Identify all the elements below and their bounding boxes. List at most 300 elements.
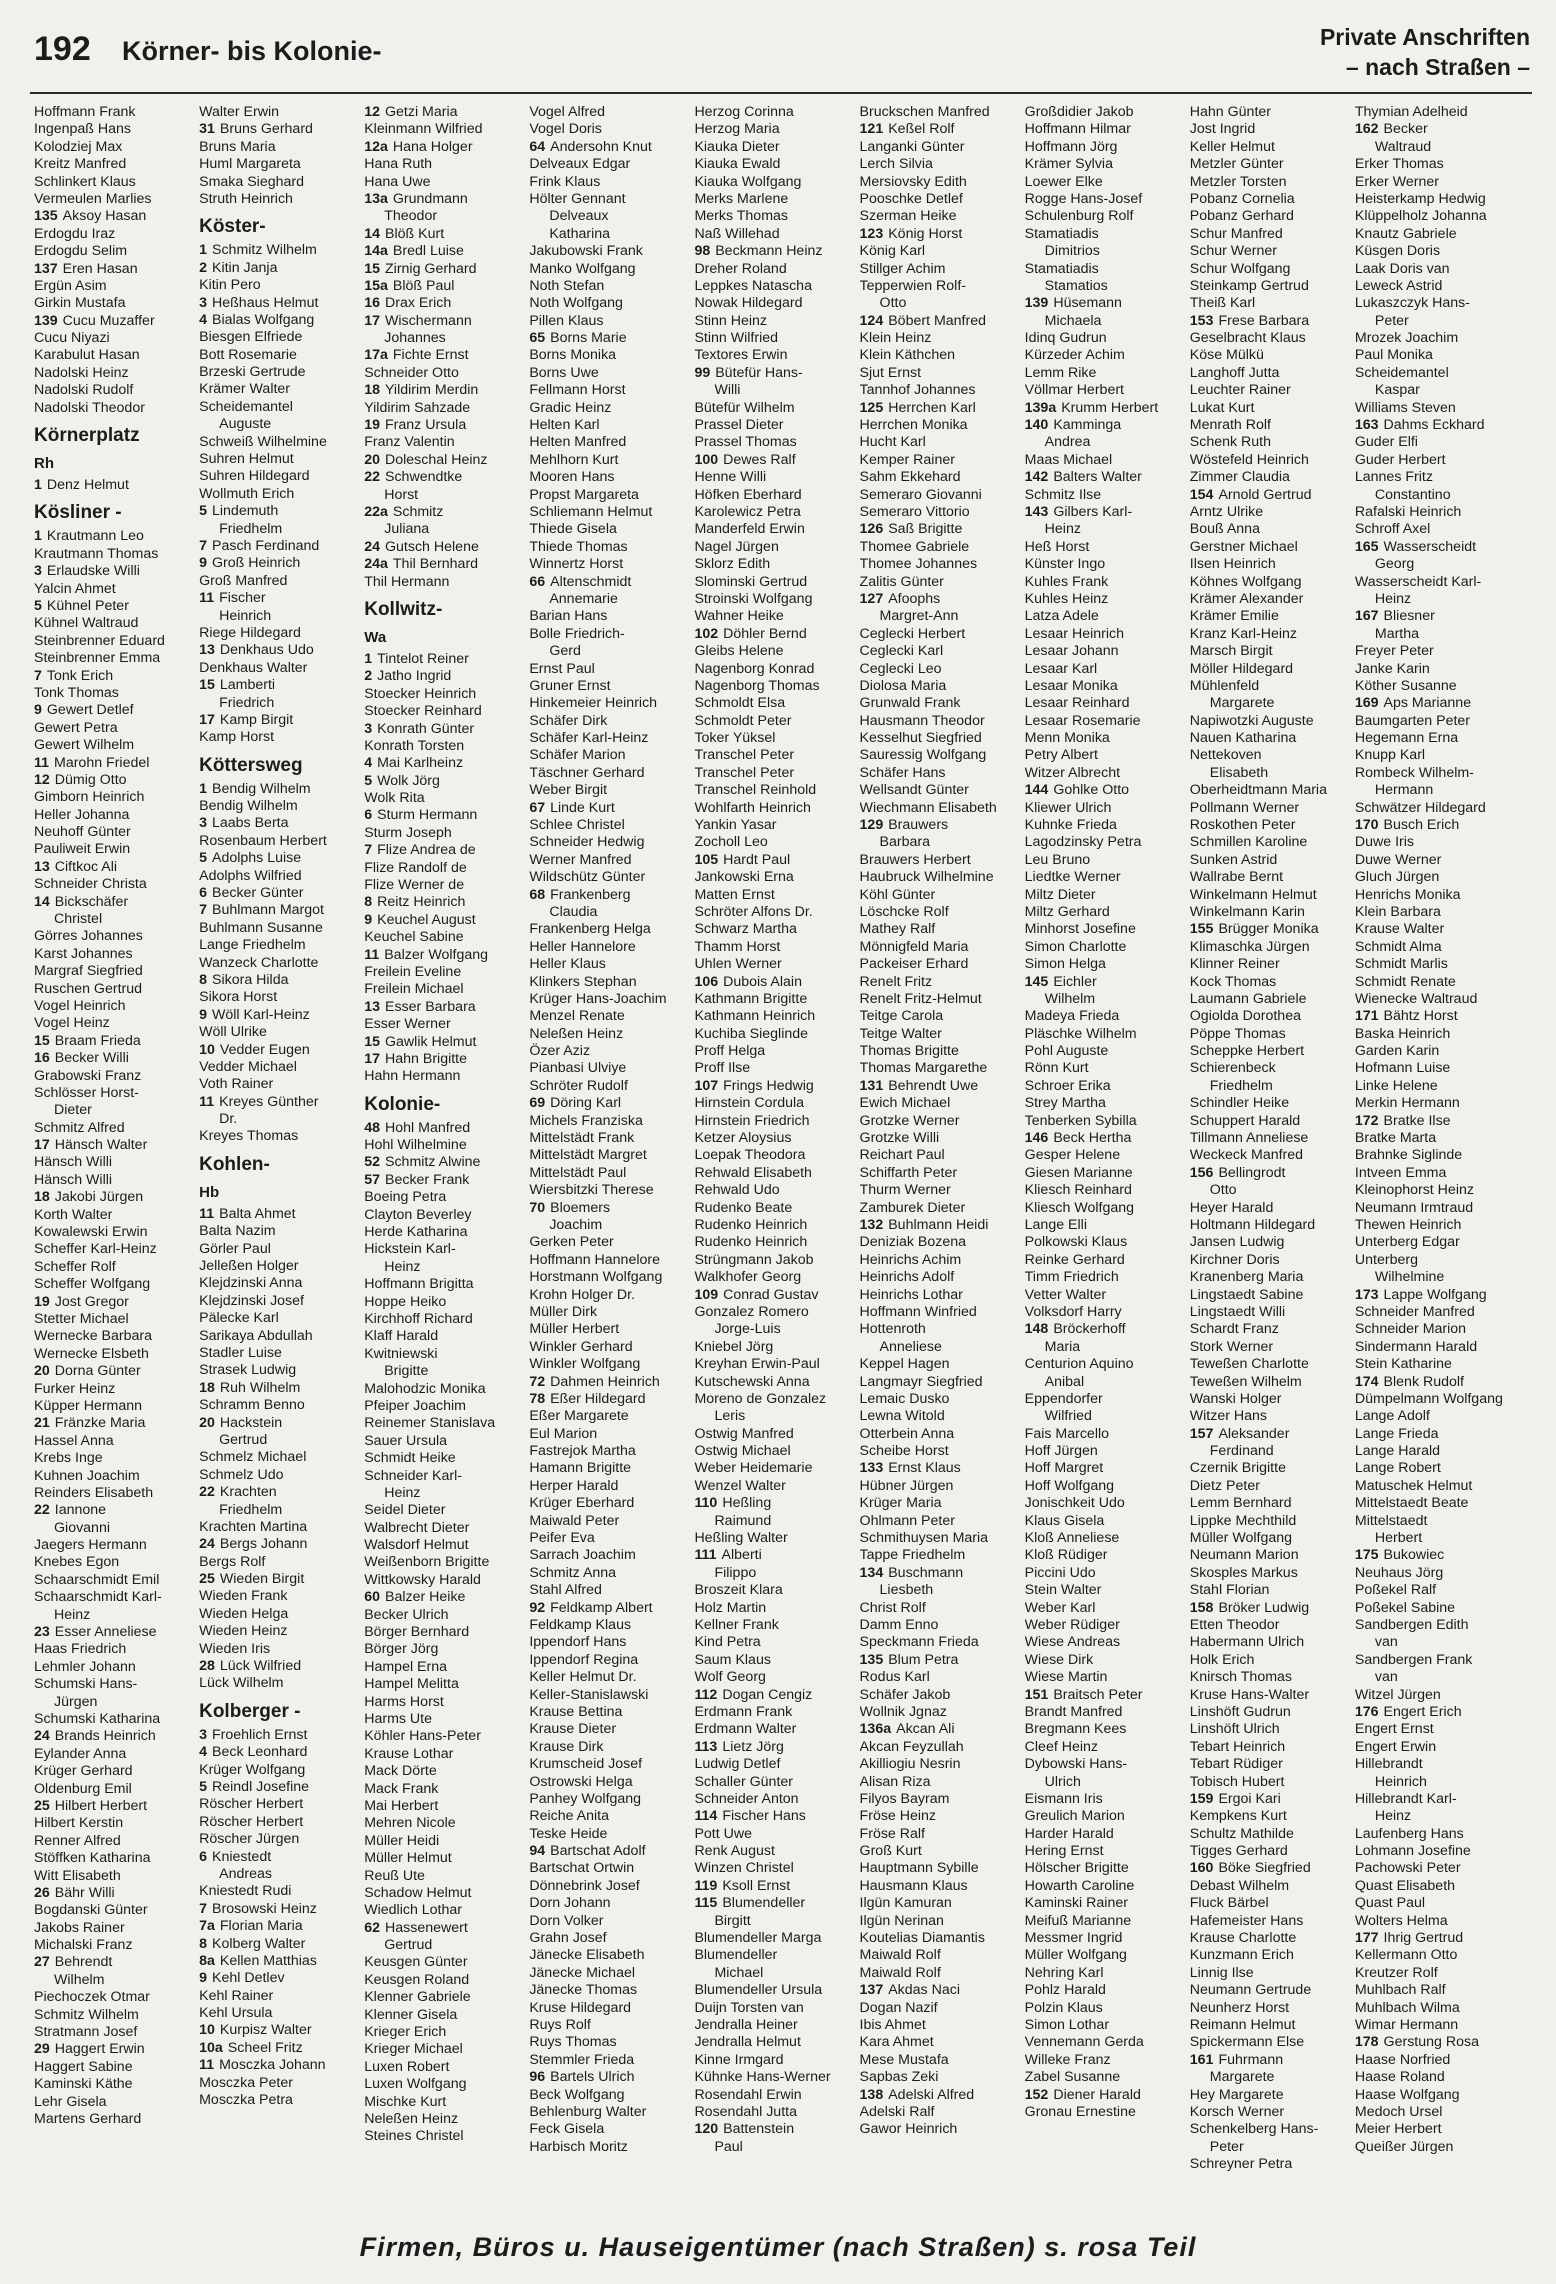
- resident-entry: [694, 904, 845, 921]
- house-number: 5: [199, 850, 207, 867]
- resident-name: Scheffer Karl-Heinz: [34, 1241, 157, 1258]
- resident-name: Mai Karlheinz: [377, 755, 464, 772]
- resident-entry: [364, 574, 515, 591]
- resident-entry: [529, 1600, 680, 1617]
- resident-entry: [860, 104, 1011, 121]
- resident-entry: [1190, 400, 1341, 417]
- resident-entry: [34, 1920, 185, 1937]
- resident-name: Vermeulen Marlies: [34, 190, 152, 207]
- resident-name: Wolk Jörg: [377, 772, 440, 789]
- resident-entry: [1025, 1252, 1176, 1269]
- resident-entry: [529, 921, 680, 938]
- resident-entry: [199, 2040, 350, 2057]
- resident-entry: [34, 1868, 185, 1885]
- resident-entry: [1355, 1339, 1506, 1356]
- resident-name: Jendralla Helmut: [694, 2034, 801, 2051]
- resident-name: Pooschke Detlef: [859, 190, 963, 207]
- resident-entry: [694, 434, 845, 451]
- resident-entry: [694, 1495, 845, 1512]
- resident-name: Klaus Gisela: [1024, 1512, 1105, 1529]
- house-number: 163: [1354, 417, 1379, 434]
- resident-entry: [1025, 2087, 1176, 2104]
- resident-name: Sarrach Joachim: [529, 1547, 636, 1564]
- resident-name: Greulich Marion: [1024, 1808, 1125, 1825]
- resident-entry: [1190, 347, 1341, 364]
- resident-name: Dahmen Heinrich: [550, 1373, 660, 1390]
- resident-entry: [364, 2128, 515, 2145]
- house-number: 167: [1354, 608, 1379, 625]
- house-number: 15: [364, 1033, 380, 1050]
- resident-name: van: [1374, 1634, 1398, 1651]
- resident-entry: [1190, 1460, 1341, 1477]
- resident-name: Reindl Josefine: [212, 1778, 310, 1795]
- resident-name-continuation: [364, 208, 515, 225]
- resident-name: Suhren Hildegard: [199, 468, 310, 485]
- resident-entry: [1190, 661, 1341, 678]
- house-number: 20: [34, 1363, 50, 1380]
- resident-name: Mooren Hans: [529, 469, 615, 486]
- resident-entry: [1190, 243, 1341, 260]
- resident-name: Schadow Helmut: [364, 1884, 472, 1901]
- resident-name: Kuhnke Frieda: [1024, 817, 1117, 834]
- resident-name: Helten Karl: [529, 417, 600, 434]
- resident-entry: [1190, 800, 1341, 817]
- resident-entry: [529, 1443, 680, 1460]
- resident-name: Dieter: [54, 1102, 92, 1119]
- resident-entry: [529, 695, 680, 712]
- resident-entry: [529, 1634, 680, 1651]
- resident-name: Heinz: [1374, 1808, 1412, 1825]
- resident-entry: [1025, 295, 1176, 312]
- resident-entry: [34, 1415, 185, 1432]
- resident-entry: [529, 800, 680, 817]
- resident-name: Wöstefeld Heinrich: [1189, 451, 1309, 468]
- resident-entry: [199, 104, 350, 121]
- resident-name: Mrozek Joachim: [1354, 330, 1459, 347]
- resident-entry: [860, 1408, 1011, 1425]
- resident-entry: [1025, 1008, 1176, 1025]
- resident-entry: [34, 1189, 185, 1206]
- resident-name: Willeke Franz: [1024, 2051, 1111, 2068]
- resident-name: Gewert Petra: [34, 719, 118, 736]
- resident-name: Toker Yüksel: [694, 730, 776, 747]
- resident-entry: [694, 713, 845, 730]
- resident-entry: [364, 191, 515, 208]
- resident-entry: [1025, 956, 1176, 973]
- resident-name: Andreas: [219, 1865, 272, 1882]
- resident-entry: [34, 295, 185, 312]
- resident-name: Brügger Monika: [1218, 921, 1319, 938]
- resident-name: Hottenroth: [859, 1321, 926, 1338]
- resident-entry: [694, 782, 845, 799]
- resident-name: Gronau Ernestine: [1024, 2103, 1136, 2120]
- resident-entry: [34, 191, 185, 208]
- resident-name: Blumendeller Marga: [694, 1930, 822, 1947]
- resident-entry: [694, 1687, 845, 1704]
- directory-column: [860, 104, 1011, 2220]
- resident-name: Schuppert Harald: [1189, 1112, 1301, 1129]
- resident-entry: [1025, 347, 1176, 364]
- resident-entry: [1025, 1791, 1176, 1808]
- resident-name: Lehmler Johann: [34, 1658, 136, 1675]
- resident-entry: [199, 1536, 350, 1553]
- resident-entry: [529, 278, 680, 295]
- resident-entry: [694, 678, 845, 695]
- resident-name: Doleschal Heinz: [385, 451, 488, 468]
- resident-name: Wilhelm: [1044, 990, 1096, 1007]
- resident-name: Nagenborg Thomas: [694, 677, 820, 694]
- resident-name: Borns Marie: [550, 330, 627, 347]
- resident-entry: [199, 1076, 350, 1093]
- resident-entry: [364, 1607, 515, 1624]
- resident-entry: [1190, 469, 1341, 486]
- resident-entry: [529, 1826, 680, 1843]
- house-number: 112: [694, 1686, 718, 1703]
- resident-entry: [34, 1833, 185, 1850]
- resident-name: Intveen Emma: [1354, 1164, 1447, 1181]
- resident-name: Ogiolda Dorothea: [1189, 1008, 1301, 1025]
- resident-name: Steinkamp Gertrud: [1189, 277, 1309, 294]
- resident-name-continuation: [364, 521, 515, 538]
- resident-name: Mittelstädt Paul: [529, 1164, 627, 1181]
- resident-entry: [860, 1095, 1011, 1112]
- resident-entry: [1355, 1287, 1506, 1304]
- resident-entry: [34, 2094, 185, 2111]
- resident-entry: [529, 1687, 680, 1704]
- resident-entry: [34, 998, 185, 1015]
- resident-name: Lindemuth: [212, 503, 279, 520]
- resident-name: Krüger Wolfgang: [199, 1761, 306, 1778]
- resident-name-continuation: [1190, 695, 1341, 712]
- resident-name: Hahn Hermann: [364, 1068, 461, 1085]
- resident-name: Deniziak Bozena: [859, 1234, 967, 1251]
- directory-column: [1190, 104, 1341, 2220]
- resident-entry: [364, 1868, 515, 1885]
- resident-name-continuation: [1355, 626, 1506, 643]
- resident-entry: [199, 1744, 350, 1761]
- resident-name: Schenk Ruth: [1189, 434, 1271, 451]
- house-number: 121: [859, 121, 884, 138]
- resident-name: Schwarz Martha: [694, 921, 797, 938]
- resident-entry: [1190, 1304, 1341, 1321]
- resident-name: Luxen Wolfgang: [364, 2076, 467, 2093]
- resident-entry: [1190, 1513, 1341, 1530]
- resident-entry: [199, 242, 350, 259]
- directory-column: [34, 104, 185, 2220]
- resident-entry: [1190, 1321, 1341, 1338]
- resident-name: Marsch Birgit: [1189, 643, 1273, 660]
- resident-entry: [694, 1443, 845, 1460]
- resident-entry: [860, 2121, 1011, 2138]
- resident-entry: [34, 702, 185, 719]
- house-number: 5: [199, 1778, 207, 1795]
- resident-name: Feldkamp Albert: [550, 1599, 653, 1616]
- resident-entry: [1355, 1130, 1506, 1147]
- resident-entry: [34, 2007, 185, 2024]
- resident-entry: [860, 1739, 1011, 1756]
- house-number: 126: [859, 521, 884, 538]
- resident-name: Dubois Alain: [723, 973, 802, 990]
- resident-name: Denkhaus Udo: [219, 642, 314, 659]
- resident-entry: [199, 156, 350, 173]
- resident-name: Sauer Ursula: [364, 1432, 448, 1449]
- resident-name: Stadler Luise: [199, 1345, 282, 1361]
- resident-name: Pillen Klaus: [529, 312, 604, 329]
- resident-entry: [1190, 713, 1341, 730]
- resident-entry: [694, 295, 845, 312]
- resident-entry: [860, 591, 1011, 608]
- resident-entry: [529, 1321, 680, 1338]
- resident-entry: [34, 1746, 185, 1763]
- house-number: 135: [859, 1651, 884, 1668]
- resident-entry: [1025, 139, 1176, 156]
- resident-entry: [1190, 1287, 1341, 1304]
- resident-entry: [1190, 1426, 1341, 1443]
- house-number: 169: [1354, 695, 1379, 712]
- house-number: 2: [199, 259, 207, 276]
- resident-name: Thomas Margarethe: [859, 1060, 988, 1077]
- house-number: 20: [199, 1414, 215, 1431]
- house-number: 25: [34, 1797, 50, 1814]
- house-number: 28: [199, 1658, 215, 1675]
- resident-entry: [34, 1398, 185, 1415]
- resident-name-continuation: [694, 1913, 845, 1930]
- resident-name: Ceglecki Leo: [859, 660, 942, 677]
- resident-name: Bredl Luise: [392, 243, 464, 260]
- resident-name: Kolberg Walter: [212, 1935, 306, 1952]
- house-number: 29: [34, 2041, 50, 2058]
- resident-entry: [860, 1895, 1011, 1912]
- resident-name: Wernecke Elsbeth: [34, 1345, 149, 1362]
- resident-entry: [1025, 1530, 1176, 1547]
- resident-entry: [1355, 1374, 1506, 1391]
- resident-name: Winzen Christel: [694, 1860, 794, 1877]
- resident-entry: [694, 1704, 845, 1721]
- resident-name: Pläschke Wilhelm: [1024, 1025, 1137, 1042]
- resident-entry: [34, 1641, 185, 1658]
- resident-entry: [1025, 1217, 1176, 1234]
- house-number: 67: [529, 799, 546, 816]
- house-number: 165: [1354, 538, 1379, 555]
- resident-entry: [529, 1095, 680, 1112]
- resident-entry: [1355, 643, 1506, 660]
- resident-name: Blumendeller: [722, 1895, 806, 1912]
- resident-name: Zamburek Dieter: [859, 1199, 966, 1216]
- resident-entry: [1025, 469, 1176, 486]
- page-header: [30, 22, 1532, 94]
- house-number: 173: [1354, 1286, 1379, 1303]
- resident-name: Sindermann Harald: [1354, 1338, 1478, 1355]
- resident-name-continuation: [1355, 1530, 1506, 1547]
- resident-entry: [364, 1589, 515, 1606]
- resident-name-continuation: [1355, 782, 1506, 799]
- resident-name: Klüppelholz Johanna: [1354, 208, 1487, 225]
- resident-entry: [694, 504, 845, 521]
- resident-entry: [1355, 1704, 1506, 1721]
- resident-name: Ihrig Gertrud: [1383, 1930, 1464, 1947]
- resident-name: Hoffmann Jörg: [1024, 138, 1118, 155]
- resident-entry: [1355, 661, 1506, 678]
- resident-name: Neuhoff Günter: [34, 824, 131, 841]
- resident-name: Schmitz Wilhelm: [212, 242, 317, 259]
- resident-name: Kleinmann Wilfried: [364, 121, 483, 138]
- resident-name: Quast Elisabeth: [1354, 1877, 1456, 1894]
- resident-name: Ostrowski Helga: [529, 1773, 633, 1790]
- house-number: 1: [199, 242, 207, 259]
- resident-name: Malohodzic Monika: [364, 1380, 486, 1397]
- resident-name: Behrendt Uwe: [888, 1077, 979, 1094]
- resident-name: Sklorz Edith: [694, 556, 771, 573]
- resident-name: Bartschat Adolf: [550, 1843, 646, 1860]
- resident-name: Krüger Maria: [859, 1495, 942, 1512]
- resident-entry: [1190, 174, 1341, 191]
- resident-entry: [199, 955, 350, 972]
- resident-name: Mittelstädt Margret: [529, 1147, 647, 1164]
- resident-entry: [34, 208, 185, 225]
- resident-entry: [199, 1467, 350, 1484]
- resident-entry: [34, 1815, 185, 1832]
- resident-name: Buhlmann Heidi: [888, 1217, 989, 1233]
- resident-entry: [1025, 1078, 1176, 1095]
- resident-entry: [364, 1328, 515, 1345]
- resident-name: Sikora Horst: [199, 989, 278, 1006]
- resident-entry: [1355, 713, 1506, 730]
- resident-name: Strey Martha: [1024, 1095, 1106, 1112]
- resident-entry: [1190, 1147, 1341, 1164]
- resident-name: Blumendeller: [694, 1947, 778, 1964]
- house-number: 12: [364, 104, 380, 120]
- resident-name: Heinrich: [1374, 1773, 1427, 1790]
- resident-entry: [694, 2017, 845, 2034]
- resident-name: Lewna Witold: [859, 1408, 945, 1425]
- page-number: 192: [34, 30, 91, 68]
- resident-name: Hirnstein Friedrich: [694, 1112, 810, 1129]
- resident-name: Heinz: [1374, 590, 1412, 607]
- resident-entry: [364, 1241, 515, 1258]
- resident-entry: [1190, 191, 1341, 208]
- house-number: 22: [199, 1484, 215, 1501]
- resident-entry: [1025, 1634, 1176, 1651]
- resident-name: Kellen Matthias: [219, 1952, 317, 1969]
- resident-entry: [1355, 521, 1506, 538]
- resident-name: Franz Valentin: [364, 434, 455, 451]
- resident-name: Lesaar Reinhard: [1024, 695, 1130, 712]
- resident-name-continuation: [34, 1102, 185, 1119]
- resident-name: Stöffken Katharina: [34, 1850, 151, 1867]
- resident-name: Jakobs Rainer: [34, 1919, 125, 1936]
- resident-entry: [694, 661, 845, 678]
- resident-name: Schmitz Alwine: [385, 1154, 481, 1171]
- house-number: 175: [1354, 1547, 1379, 1564]
- resident-entry: [34, 876, 185, 893]
- resident-entry: [694, 574, 845, 591]
- resident-entry: [1025, 1304, 1176, 1321]
- resident-name: Oberheidtmann Maria: [1189, 782, 1327, 799]
- house-number: 25: [199, 1571, 215, 1588]
- resident-name-continuation: [364, 1259, 515, 1276]
- resident-name: Spickermann Else: [1189, 2034, 1305, 2051]
- resident-name: Ernst Klaus: [888, 1460, 961, 1477]
- resident-name: Stetter Michael: [34, 1311, 129, 1327]
- resident-entry: [1355, 1078, 1506, 1095]
- resident-name: Latza Adele: [1024, 608, 1099, 625]
- resident-name: Piechoczek Otmar: [34, 1989, 150, 2006]
- resident-entry: [1025, 817, 1176, 834]
- house-number: 120: [694, 2121, 719, 2138]
- resident-name: Borns Monika: [529, 347, 617, 364]
- resident-entry: [694, 1895, 845, 1912]
- house-number: 8: [199, 971, 207, 988]
- house-number: 176: [1354, 1703, 1379, 1720]
- resident-name: Gewert Wilhelm: [34, 737, 135, 754]
- resident-entry: [199, 1831, 350, 1848]
- resident-name: Rombeck Wilhelm-: [1354, 764, 1474, 781]
- resident-name: Schmitz Ilse: [1024, 486, 1102, 503]
- resident-name: Köhl Günter: [859, 886, 936, 903]
- resident-name: Döhler Bernd: [723, 625, 807, 642]
- resident-name: Bergs Rolf: [199, 1553, 266, 1570]
- resident-entry: [1190, 1930, 1341, 1947]
- resident-entry: [694, 747, 845, 764]
- resident-name: Heinz: [54, 1606, 91, 1623]
- resident-entry: [364, 1346, 515, 1363]
- resident-entry: [1025, 695, 1176, 712]
- resident-name-continuation: [1025, 434, 1176, 451]
- resident-name: Dorna Günter: [54, 1363, 141, 1380]
- resident-entry: [694, 939, 845, 956]
- resident-entry: [34, 365, 185, 382]
- resident-name: Kloß Anneliese: [1024, 1530, 1120, 1547]
- resident-name: Petry Albert: [1024, 747, 1098, 764]
- resident-name: Kuhles Frank: [1024, 573, 1109, 590]
- resident-entry: [199, 434, 350, 451]
- resident-name: Lemaic Dusko: [859, 1390, 950, 1407]
- resident-name: Michalski Franz: [34, 1937, 133, 1954]
- resident-name: Bartschat Ortwin: [529, 1860, 635, 1877]
- resident-name: Gleibs Helene: [694, 643, 784, 660]
- resident-name: Simon Helga: [1024, 956, 1106, 973]
- resident-name-continuation: [1355, 139, 1506, 156]
- house-number: 9: [199, 555, 207, 572]
- resident-name: Bott Rosemarie: [199, 346, 297, 363]
- resident-entry: [34, 121, 185, 138]
- directory-column: [1025, 104, 1176, 2220]
- resident-entry: [34, 243, 185, 260]
- resident-name: Schiffarth Peter: [859, 1164, 958, 1181]
- resident-name: Broszeit Klara: [694, 1582, 783, 1599]
- resident-entry: [860, 1304, 1011, 1321]
- resident-name: Semeraro Vittorio: [859, 503, 970, 520]
- resident-entry: [529, 1860, 680, 1877]
- resident-name: Duijn Torsten van: [694, 1999, 804, 2016]
- resident-entry: [364, 539, 515, 556]
- resident-entry: [1025, 504, 1176, 521]
- resident-entry: [1190, 156, 1341, 173]
- resident-name: Maria: [1044, 1338, 1081, 1355]
- resident-entry: [34, 894, 185, 911]
- resident-entry: [529, 678, 680, 695]
- resident-entry: [1025, 2034, 1176, 2051]
- resident-entry: [1355, 1652, 1506, 1669]
- resident-name: Wiechmann Elisabeth: [859, 799, 997, 816]
- resident-entry: [364, 1016, 515, 1033]
- house-number: 137: [34, 260, 58, 277]
- resident-entry: [1190, 1478, 1341, 1495]
- resident-entry: [199, 1641, 350, 1658]
- resident-name: Fischer: [219, 590, 266, 607]
- resident-name: Kathmann Heinrich: [694, 1008, 816, 1025]
- resident-name: Schumski Hans-: [34, 1676, 138, 1693]
